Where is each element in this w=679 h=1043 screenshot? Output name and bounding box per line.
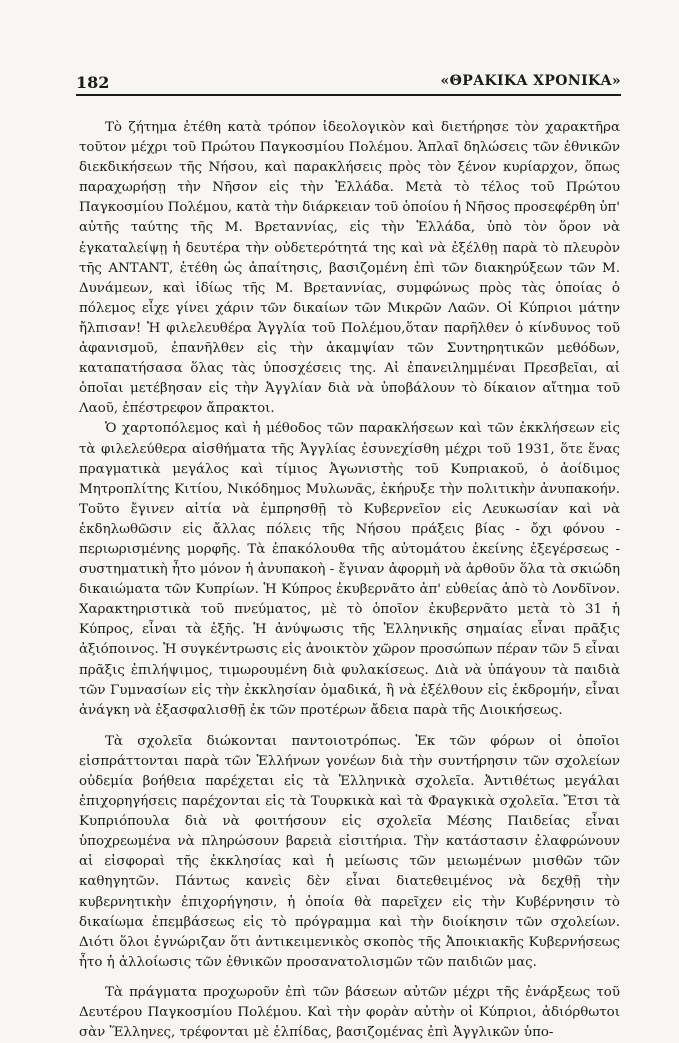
paragraph: Τὸ ζήτημα ἐτέθη κατὰ τρόπον ἰδεολογικὸν καὶ διετήρησε τὸν χαρακτῆρα τοῦτον μέχρι τοῦ Πρώτου Παγκοσμίου Πολέμου. Ἁπλαῖ δηλώσεις τῶν ἐθνικῶν διεκδικήσεων τῆς Νήσου, καὶ παρακλήσεις πρὸς τὸν ξένον κυρίαρχον, ὅπως παραχωρήσῃ τὴν Νῆσον εἰς τὴν Ἑλλάδα. Μετὰ τὸ τέλος τοῦ Πρώτου Παγκοσμίου Πολέμου, κατὰ τὴν διάρκειαν τοῦ ὁποίου ἡ Νῆσος προσεφέρθη ὑπ' αὐτῆς ταύτης τῆς Μ. Βρεταννίας, εἰς τὴν Ἑλλάδα, ὑπὸ τὸν ὅρον νὰ ἐγκαταλείψῃ ἡ δευτέρα τὴν οὐδετερότητά της καὶ νὰ ἐξέλθῃ παρὰ τὸ πλευρὸν τῆς ΑΝΤΑΝΤ, ἐτέθη ὡς ἀπαίτησις, βασιζομένη ἐπὶ τῶν διακηρύξεων τῶν Μ. Δυνάμεων, καὶ ἰδίως τῆς Μ. Βρεταννίας, συμφώνως πρὸς τὰς ὁποίας ὁ πόλεμος εἶχε γίνει χάριν τῶν δικαίων τῶν Μικρῶν Λαῶν. Οἱ Κύπριοι μάτην ἤλπισαν! Ἡ φιλελευθέρα Ἀγγλία τοῦ Πολέμου,ὅταν παρῆλθεν ὁ κίνδυνος τοῦ ἀφανισμοῦ, ἐπανῆλθεν εἰς τὴν ἀκαμψίαν τῶν Συντηρητικῶν μεθόδων, καταπατήσασα ὅλας τὰς ὑποσχέσεις της. Αἱ ἐπανειλημμέναι Πρεσβεῖαι, αἱ ὁποῖαι μετέβησαν εἰς τὴν Ἀγγλίαν διὰ νὰ ὑποβάλουν τὸ δίκαιον αἴτημα τοῦ Λαοῦ, ἐπέστρεφον ἄπρακτοι.: [79, 120, 620, 417]
paragraph: Τὰ σχολεῖα διώκονται παντοιοτρόπως. Ἐκ τῶν φόρων οἱ ὁποῖοι εἰσπράττονται παρὰ τῶν Ἑλλήνων γονέων διὰ τὴν συντήρησιν τῶν σχολείων οὐδεμία βοήθεια παρέχεται εἰς τὰ Ἑλληνικὰ σχολεῖα. Ἀντιθέτως μεγάλαι ἐπιχορηγήσεις παρέχονται εἰς τὰ Τουρκικὰ καὶ τὰ Φραγκικὰ σχολεῖα. Ἔτσι τὰ Κυπριόπουλα διὰ νὰ φοιτήσουν εἰς σχολεῖα Μέσης Παιδείας εἶναι ὑποχρεωμένα νὰ πληρώσουν βαρειὰ εἰσιτήρια. Τὴν κατάστασιν ἐλαφρώνουν αἱ εἰσφοραὶ τῆς ἐκκλησίας καὶ ἡ μείωσις τῶν μειωμένων μισθῶν τῶν καθηγητῶν. Πάντως κανεὶς δὲν εἶναι διατεθειμένος νὰ δεχθῇ τὴν κυβερνητικὴν ἐπιχορήγησιν, ἡ ὁποία θὰ παρεῖχεν εἰς τὴν Κυβέρνησιν τὸ δικαίωμα ἐπεμβάσεως εἰς τὸ πρόγραμμα καὶ τὴν διοίκησιν τῶν σχολείων. Διότι ὅλοι ἐγνώριζαν ὅτι ἀντικειμενικὸς σκοπὸς τῆς Ἀποικιακῆς Κυβερνήσεως ἦτο ἡ ἀλλοίωσις τῶν ἐθνικῶν προσανατολισμῶν τῶν παιδιῶν μας.: [79, 733, 620, 970]
page-number: 182: [76, 73, 110, 92]
page-header: [76, 72, 621, 96]
paragraph: Τὰ πράγματα προχωροῦν ἐπὶ τῶν βάσεων αὐτῶν μέχρι τῆς ἐνάρξεως τοῦ Δευτέρου Παγκοσμίου Πολέμου. Καὶ τὴν φορὰν αὐτὴν οἱ Κύπριοι, ἀδιόρθωτοι σὰν Ἕλληνες, τρέφονται μὲ ἐλπίδας, βασιζομένας ἐπὶ Ἀγγλικῶν ὑπο-: [79, 984, 620, 1041]
running-head: «ΘΡΑΚΙΚΑ ΧΡΟΝΙΚΑ»: [440, 73, 621, 89]
body-text: [79, 118, 620, 1043]
paragraph: Ὁ χαρτοπόλεμος καὶ ἡ μέθοδος τῶν παρακλήσεων καὶ τῶν ἐκκλήσεων εἰς τὰ φιλελεύθερα αἰσθήματα τῆς Ἀγγλίας ἐσυνεχίσθη μέχρι τοῦ 1931, ὅτε ἕνας πραγματικὰ μεγάλος καὶ τίμιος Ἀγωνιστὴς τοῦ Κυπριακοῦ, ὁ ἀοίδιμος Μητροπλίτης Κιτίου, Νικόδημος Μυλωνᾶς, ἐκήρυξε τὴν πολιτικὴν ἀνυπακοήν. Τοῦτο ἔγινεν αἰτία νὰ ἐμπρησθῇ τὸ Κυβερνεῖον εἰς Λευκωσίαν καὶ νὰ ἐκδηλωθῶσιν εἰς ἄλλας πόλεις τῆς Νήσου πράξεις βίας - ὄχι φόνου - περιωρισμένης μορφῆς. Τὰ ἐπακόλουθα τῆς αὐτομάτου ἐκείνης ἐξεγέρσεως - συστηματικὴ ἦτο μόνον ἡ ἀνυπακοὴ - ἔγιναν ἀφορμὴ νὰ ἀρθοῦν ὅλα τὰ σκιώδη δικαιώματα τῶν Κυπρίων. Ἡ Κύπρος ἐκυβερνᾶτο ἀπ' εὐθείας ἀπὸ τὸ Λονδῖνον. Χαρακτηριστικὰ τοῦ πνεύματος, μὲ τὸ ὁποῖον ἐκυβερνᾶτο μετὰ τὸ 31 ἡ Κύπρος, εἶναι τὰ ἑξῆς. Ἡ ἀνύψωσις τῆς Ἑλληνικῆς σημαίας εἶναι πρᾶξις ἀξιόποινος. Ἡ συγκέντρωσις εἰς ἀνοικτὸν χῶρον προσώπων πέραν τῶν 5 εἶναι πρᾶξις ἐπιλήψιμος, τιμωρουμένη διὰ φυλακίσεως. Διὰ νὰ ὑπάγουν τὰ παιδιὰ τῶν Γυμνασίων εἰς τὴν ἐκκλησίαν ὁμαδικά, ἢ νὰ ἐξέλθουν εἰς ἐκδρομήν, εἶναι ἀνάγκη νὰ ἐξασφαλισθῇ ἐκ τῶν προτέρων ἄδεια παρὰ τῆς Διοικήσεως.: [79, 421, 620, 718]
